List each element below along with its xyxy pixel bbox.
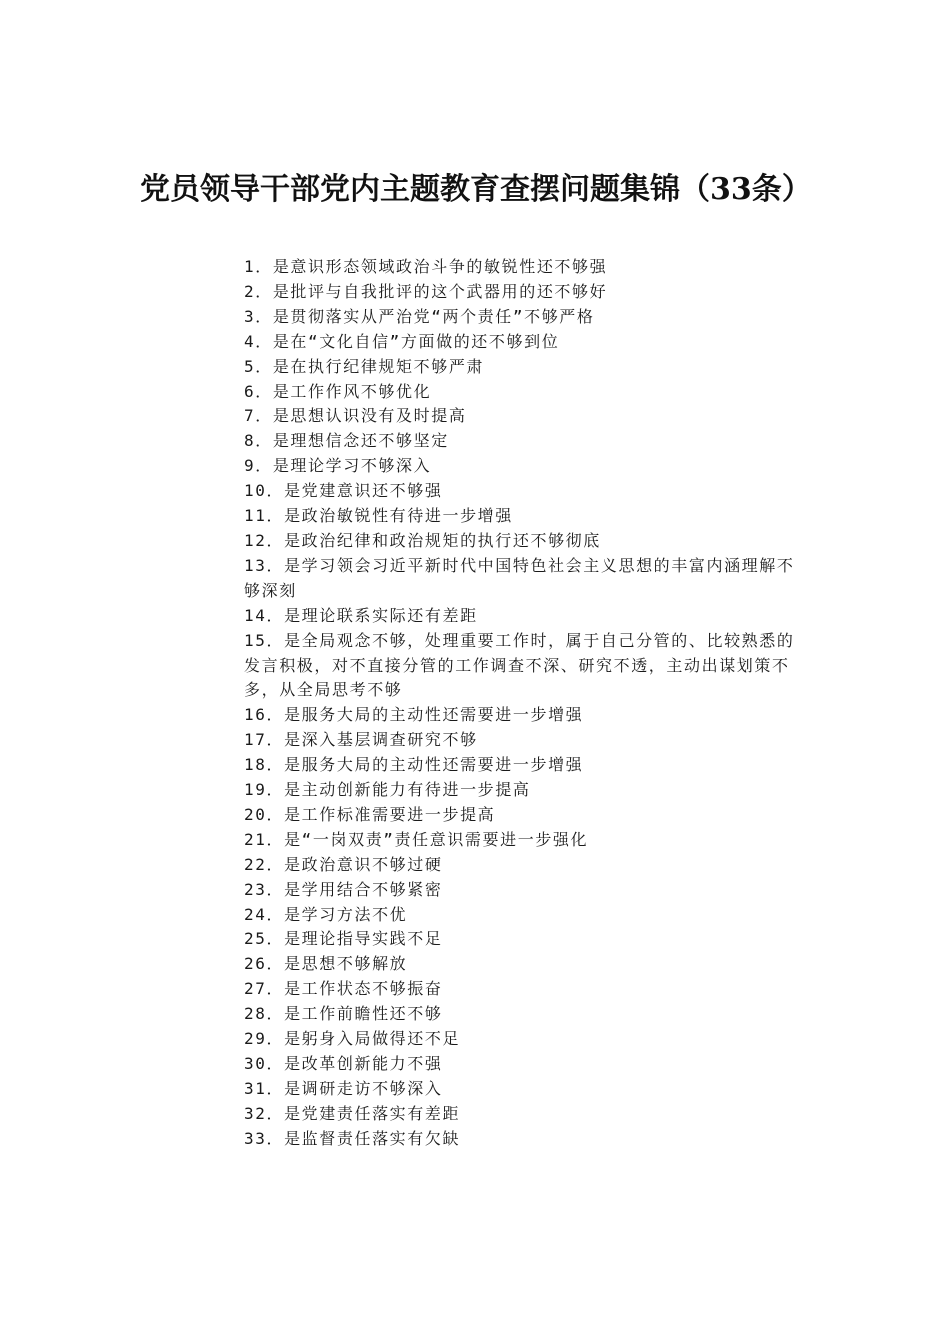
list-item: 33．是监督责任落实有欠缺 bbox=[244, 1128, 461, 1148]
document-title: 党员领导干部党内主题教育查摆问题集锦（33条） bbox=[140, 172, 812, 207]
list-item: 4．是在“文化自信”方面做的还不够到位 bbox=[244, 331, 560, 351]
list-item: 11．是政治敏锐性有待进一步增强 bbox=[244, 506, 513, 526]
list-item: 17．是深入基层调查研究不够 bbox=[244, 730, 478, 750]
list-item: 6．是工作作风不够优化 bbox=[244, 381, 432, 401]
list-item: 1．是意识形态领域政治斗争的敏锐性还不够强 bbox=[244, 257, 608, 276]
list-item: 21．是“一岗双责”责任意识需要进一步强化 bbox=[244, 829, 589, 849]
list-item: 30．是改革创新能力不强 bbox=[244, 1054, 443, 1073]
list-item: 28．是工作前瞻性还不够 bbox=[244, 1004, 443, 1024]
list-item: 22．是政治意识不够过硬 bbox=[244, 854, 443, 874]
list-item: 15．是全局观念不够，处理重要工作时，属于自己分管的、比较熟悉的发言积极，对不直接分管的工作调查不深、研究不透，主动出谋划策不多，从全局思考不够 bbox=[244, 630, 795, 700]
list-item: 26．是思想不够解放 bbox=[244, 954, 408, 974]
list-item: 23．是学用结合不够紧密 bbox=[244, 879, 443, 899]
list-item: 7．是思想认识没有及时提高 bbox=[244, 406, 467, 426]
list-item: 27．是工作状态不够振奋 bbox=[244, 979, 443, 999]
list-item: 10．是党建意识还不够强 bbox=[244, 481, 443, 501]
list-item: 14．是理论联系实际还有差距 bbox=[244, 605, 478, 625]
list-item: 8．是理想信念还不够坚定 bbox=[244, 431, 449, 451]
list-item: 19．是主动创新能力有待进一步提高 bbox=[244, 780, 531, 800]
list-item: 18．是服务大局的主动性还需要进一步增强 bbox=[244, 755, 584, 775]
list-item: 20．是工作标准需要进一步提高 bbox=[244, 804, 496, 824]
list-item: 3．是贯彻落实从严治党“两个责任”不够严格 bbox=[244, 306, 595, 326]
list-item: 29．是躬身入局做得还不足 bbox=[244, 1029, 461, 1049]
list-item: 5．是在执行纪律规矩不够严肃 bbox=[244, 356, 485, 376]
list-item: 31．是调研走访不够深入 bbox=[244, 1078, 443, 1098]
list-item: 2．是批评与自我批评的这个武器用的还不够好 bbox=[244, 281, 608, 301]
list-item: 12．是政治纪律和政治规矩的执行还不够彻底 bbox=[244, 530, 601, 550]
list-item: 24．是学习方法不优 bbox=[244, 904, 408, 924]
list-item: 9．是理论学习不够深入 bbox=[244, 456, 432, 476]
list-item: 32．是党建责任落实有差距 bbox=[244, 1103, 461, 1123]
list-item: 16．是服务大局的主动性还需要进一步增强 bbox=[244, 705, 584, 725]
issue-list bbox=[244, 255, 806, 1152]
list-item: 25．是理论指导实践不足 bbox=[244, 929, 443, 949]
list-item: 13．是学习领会习近平新时代中国特色社会主义思想的丰富内涵理解不够深刻 bbox=[244, 555, 795, 600]
